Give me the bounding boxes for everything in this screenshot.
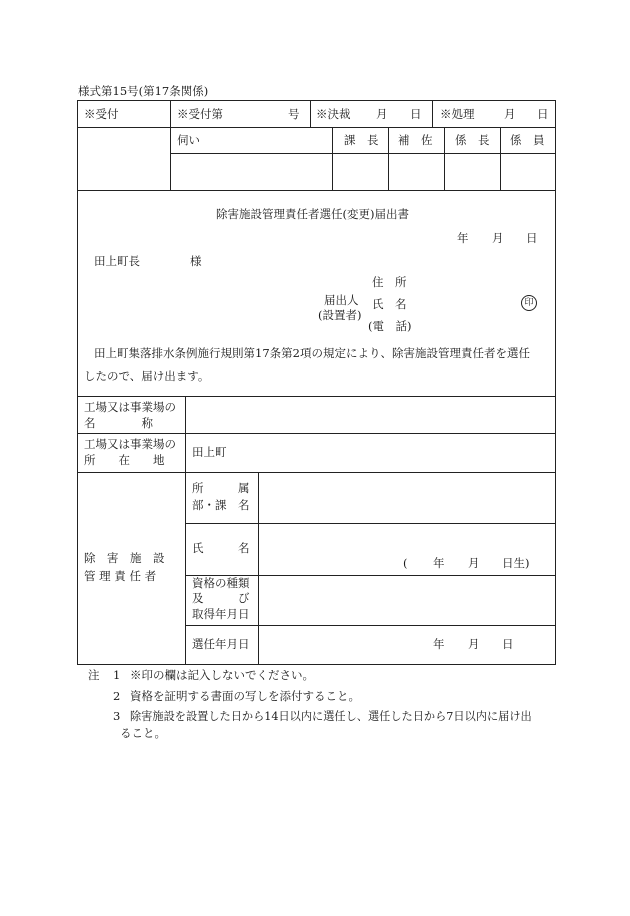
inquiry-label: 伺い — [177, 133, 200, 147]
department-label-2: 部・課 名 — [192, 498, 250, 512]
factory-name-label: 工場又は事業場の — [84, 400, 176, 414]
name-label: 氏 名 — [372, 297, 407, 311]
divider — [77, 472, 556, 473]
manager-label: 除 害 施 設 — [84, 551, 165, 565]
divider — [77, 127, 556, 128]
decision-day: 日 — [410, 107, 422, 121]
date-month: 月 — [492, 231, 504, 245]
birth-open: ( — [403, 556, 408, 570]
manager-name-label: 氏 名 — [192, 541, 250, 555]
body-text-line2: したので、届け出ます。 — [84, 369, 210, 383]
addressee: 田上町長 — [94, 254, 140, 268]
birth-year: 年 — [433, 556, 445, 570]
divider — [77, 396, 556, 397]
address-label: 住 所 — [372, 275, 407, 289]
appointment-date-label: 選任年月日 — [192, 637, 250, 651]
divider — [500, 127, 501, 190]
processing-month: 月 — [504, 107, 516, 121]
date-year: 年 — [457, 231, 469, 245]
factory-location-label: 工場又は事業場の — [84, 437, 176, 451]
qualification-label: 資格の種類 — [192, 576, 250, 590]
reception-number-suffix: 号 — [288, 107, 300, 121]
birth-day: 日生) — [502, 556, 530, 570]
manager-label-2: 管 理 責 任 者 — [84, 569, 157, 583]
note-1-text: ※印の欄は記入しないでください。 — [130, 668, 314, 682]
document-title: 除害施設管理責任者選任(変更)届出書 — [216, 207, 409, 221]
honorific: 様 — [190, 254, 202, 268]
note-3-text: 除害施設を設置した日から14日以内に選任し、選任した日から7日以内に届け出 — [130, 710, 532, 723]
divider — [444, 127, 445, 190]
notes-prefix: 注 — [88, 668, 100, 682]
note-1-number: 1 — [113, 668, 121, 682]
body-text-line1: 田上町集落排水条例施行規則第17条第2項の規定により、除害施設管理責任者を選任 — [94, 346, 530, 360]
divider — [185, 625, 556, 626]
divider — [170, 100, 171, 190]
divider — [432, 100, 433, 127]
qualification-label-3: 取得年月日 — [192, 607, 250, 621]
appointment-month: 月 — [468, 637, 480, 651]
factory-location-label-2: 所 在 地 — [84, 453, 165, 467]
approver-section-chief: 課 長 — [344, 133, 379, 147]
notifier-sublabel: (設置者) — [318, 308, 362, 322]
approver-staff: 係 員 — [510, 133, 545, 147]
factory-name-label-2: 名 称 — [84, 416, 153, 430]
birth-month: 月 — [468, 556, 480, 570]
factory-location-value: 田上町 — [192, 445, 227, 459]
reception-number-label: ※受付第 — [177, 107, 223, 121]
divider — [332, 127, 333, 190]
approver-deputy: 補 佐 — [398, 133, 433, 147]
date-day: 日 — [526, 231, 538, 245]
divider — [77, 190, 556, 191]
reception-label: ※受付 — [84, 107, 119, 121]
note-3-continuation: ること。 — [120, 726, 166, 740]
department-label: 所 属 — [192, 481, 250, 495]
decision-label: ※決裁 — [316, 107, 351, 121]
divider — [310, 100, 311, 127]
processing-day: 日 — [537, 107, 549, 121]
processing-label: ※処理 — [440, 107, 475, 121]
decision-month: 月 — [376, 107, 388, 121]
divider — [258, 472, 259, 665]
note-3-number: 3 — [113, 709, 121, 723]
phone-label: (電 話) — [368, 319, 412, 333]
appointment-day: 日 — [502, 637, 514, 651]
note-2-text: 資格を証明する書面の写しを添付すること。 — [130, 689, 360, 703]
divider — [388, 127, 389, 190]
divider — [170, 153, 556, 154]
approver-subsection-chief: 係 長 — [455, 133, 490, 147]
seal-icon: 印 — [521, 295, 537, 311]
qualification-label-2: 及 び — [192, 591, 250, 605]
divider — [77, 433, 556, 434]
notifier-label: 届出人 — [324, 293, 359, 307]
divider — [185, 523, 556, 524]
note-2-number: 2 — [113, 689, 121, 703]
appointment-year: 年 — [433, 637, 445, 651]
form-number: 様式第15号(第17条関係) — [78, 84, 209, 98]
